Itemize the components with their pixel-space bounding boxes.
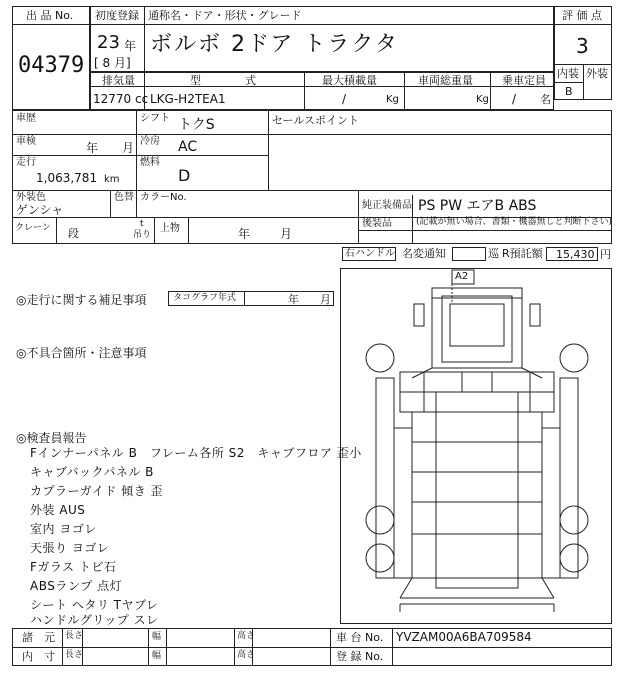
report-line: シート ヘタリ Tヤブレ <box>30 598 159 612</box>
crane-label: クレーン <box>15 223 51 233</box>
capacity-value: / <box>512 92 517 106</box>
fuel-value: D <box>178 166 191 185</box>
ac-label: 冷房 <box>140 136 160 147</box>
report-line: カプラーガイド 傾き 歪 <box>30 484 164 498</box>
right-hand-label: 右ハンドル <box>345 248 395 259</box>
r-deposit-label: R預託額 <box>502 247 543 260</box>
gross-weight-label: 車両総重量 <box>418 74 473 87</box>
r-deposit-unit: 円 <box>600 248 611 261</box>
specs-label: 諸 元 <box>22 631 55 644</box>
report-line: 室内 ヨゴレ <box>30 522 97 536</box>
inner-dims-label: 内 寸 <box>22 650 55 663</box>
report-line: キャブバックパネル B <box>30 465 154 479</box>
shift-value: トクS <box>178 117 215 133</box>
interior-label: 内装 <box>557 67 579 80</box>
tacho-label: タコグラフ年式 <box>173 293 237 303</box>
crane-stage: 段 <box>68 227 79 240</box>
crane-t: t <box>140 219 144 229</box>
max-load-label: 最大積載量 <box>322 74 377 87</box>
displacement-value: 12770 cc <box>93 92 149 106</box>
aftermarket-note: (記載が無い場合、書類・機器無しと判断下さい) <box>416 217 613 227</box>
chassis-no-label: 車 台 No. <box>336 631 384 644</box>
height-label-2: 高さ <box>237 650 256 660</box>
aftermarket-label: 後装品 <box>362 218 392 229</box>
length-label-1: 長さ <box>65 631 84 641</box>
first-reg-label: 初度登録 <box>95 9 139 22</box>
first-reg-year-unit: 年 <box>124 39 137 53</box>
name-change-box <box>452 247 486 261</box>
fuel-label: 燃料 <box>140 157 160 168</box>
height-label-1: 高さ <box>237 631 256 641</box>
report-line: ハンドルグリップ スレ <box>30 613 159 627</box>
interior-grade: B <box>565 85 573 98</box>
lot-no-label: 出 品 No. <box>26 9 74 22</box>
history-label: 車歴 <box>16 113 36 124</box>
lot-no: 04379 <box>18 53 85 78</box>
displacement-label: 排気量 <box>102 74 135 87</box>
truck-diagram <box>340 268 612 624</box>
mileage-value: 1,063,781 <box>36 171 98 185</box>
diagram-marker-a2: A2 <box>455 271 469 282</box>
report-line: 天張り ヨゴレ <box>30 541 110 555</box>
mileage-label: 走行 <box>16 157 36 168</box>
report-line: 外装 AUS <box>30 503 86 517</box>
standard-equip-label: 純正装備品 <box>362 200 412 211</box>
max-load-value: / <box>342 92 347 106</box>
ac-value: AC <box>178 139 198 155</box>
upper-label: 上物 <box>160 223 180 234</box>
name-label: 通称名・ドア・形状・グレード <box>148 9 302 22</box>
report-line: Fインナーパネル B フレーム各所 S2 キャブフロア 歪小 <box>30 446 362 460</box>
inspection-year: 年 <box>86 141 99 155</box>
tacho-month: 月 <box>320 293 331 306</box>
first-reg-month: [ 8 月] <box>94 56 131 70</box>
excise-label: 巡 <box>488 247 499 260</box>
car-name: ボルボ 2ドア トラクタ <box>150 32 399 57</box>
capacity-label: 乗車定員 <box>502 74 546 87</box>
travel-notes-label: ◎走行に関する補足事項 <box>16 293 147 307</box>
r-deposit-value: 15,430 <box>556 248 595 261</box>
color-change-label: 色替 <box>114 192 134 203</box>
inspector-report-label: ◎検査員報告 <box>16 431 87 445</box>
max-load-unit: Kg <box>386 94 399 105</box>
score-label: 評 価 点 <box>562 9 602 22</box>
length-label-2: 長さ <box>65 650 84 660</box>
upper-month: 月 <box>280 227 293 241</box>
report-line: ABSランプ 点灯 <box>30 579 123 593</box>
standard-equip-value: PS PW エアB ABS <box>418 198 537 214</box>
sales-point-label: セールスポイント <box>272 114 360 127</box>
reg-no-label: 登 録 No. <box>336 650 384 663</box>
ext-color-value: ゲンシャ <box>16 203 64 217</box>
mileage-unit: km <box>104 174 120 185</box>
crane-hang: 吊り <box>133 230 152 240</box>
model-value: LKG-H2TEA1 <box>150 92 226 106</box>
exterior-label: 外装 <box>586 67 608 80</box>
inspection-label: 車検 <box>16 136 36 147</box>
inspection-month: 月 <box>122 141 135 155</box>
model-label: 型 式 <box>190 74 256 87</box>
width-label-1: 幅 <box>152 632 162 642</box>
report-line: Fガラス トビ石 <box>30 560 117 574</box>
name-change-label: 名変通知 <box>402 247 446 260</box>
score-value: 3 <box>576 34 589 58</box>
shift-label: シフト <box>140 113 170 124</box>
upper-year: 年 <box>238 227 251 241</box>
width-label-2: 幅 <box>152 651 162 661</box>
gross-weight-unit: Kg <box>476 94 489 105</box>
color-code-label: カラーNo. <box>140 192 187 203</box>
chassis-no-value: YVZAM00A6BA709584 <box>396 630 532 644</box>
first-reg-year: 23 <box>97 32 120 53</box>
capacity-unit: 名 <box>540 93 551 106</box>
tacho-year: 年 <box>288 293 299 306</box>
defects-label: ◎不具合箇所・注意事項 <box>16 346 147 360</box>
ext-color-label: 外装色 <box>16 192 46 203</box>
